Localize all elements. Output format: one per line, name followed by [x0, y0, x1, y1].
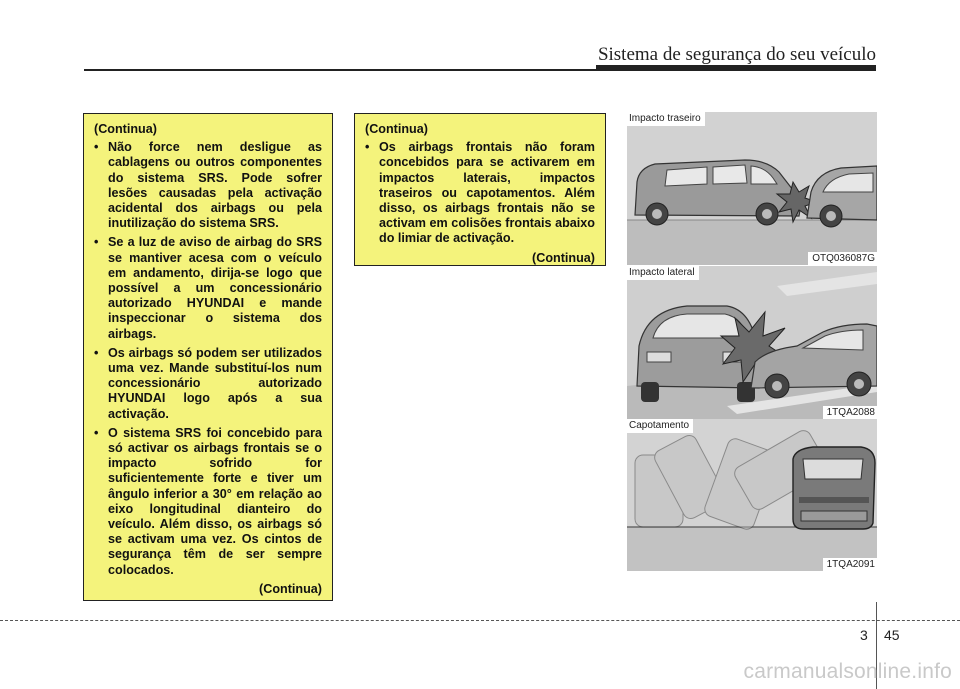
page-header-title: Sistema de segurança do seu veículo: [597, 44, 876, 65]
figure-label: Capotamento: [627, 419, 693, 433]
warning-item: • Se a luz de aviso de airbag do SRS se mantiver acesa com o veículo em andamento, dirija-se logo que possível a um concessionário autorizado HYUNDAI e mande inspeccionar o sistema dos airbags.: [94, 235, 322, 341]
figure-label: Impacto traseiro: [627, 112, 705, 126]
warning-list: [365, 140, 595, 246]
page-number: 45: [884, 627, 900, 643]
continues-label: (Continua): [94, 122, 157, 136]
header-rule-accent: [596, 65, 876, 71]
warning-box-left: [83, 113, 333, 601]
rollover-illustration: [627, 419, 877, 571]
figure-label: Impacto lateral: [627, 266, 699, 280]
continues-label: (Continua): [365, 122, 428, 136]
figure-code: 1TQA2088: [823, 406, 877, 419]
continues-end-label: (Continua): [532, 250, 595, 265]
warning-box-middle: [354, 113, 606, 266]
figure-rear-impact: [627, 112, 877, 265]
warning-item: • Não force nem desligue as cablagens ou outros componentes do sistema SRS. Pode sofrer lesões causadas pela activação acidental dos airbags ou pela inutilização do sistema SRS.: [94, 140, 322, 231]
figure-code: OTQ036087G: [808, 252, 877, 265]
footer-rule: [0, 620, 960, 621]
warning-item: • O sistema SRS foi concebido para só activar os airbags frontais se o impacto sofrido for suficientemente forte e tiver um ângulo inferior a 30° em relação ao eixo longitudinal dianteiro do veículo. Além disso, os airbags só se activam uma vez. Os cintos de segurança têm de ser sempre colocados.: [94, 426, 322, 578]
figure-rollover: [627, 419, 877, 571]
rear-impact-illustration: [627, 112, 877, 265]
side-impact-illustration: [627, 266, 877, 419]
continues-end-label: (Continua): [259, 581, 322, 596]
warning-list: [94, 140, 322, 578]
warning-item: • Os airbags só podem ser utilizados uma vez. Mande substituí-los num concessionário autorizado HYUNDAI logo após a sua activação.: [94, 346, 322, 422]
figure-code: 1TQA2091: [823, 558, 877, 571]
watermark-text: carmanualsonline.info: [743, 660, 952, 683]
chapter-number: 3: [860, 627, 868, 643]
figure-side-impact: [627, 266, 877, 419]
warning-item: • Os airbags frontais não foram concebidos para se activarem em impactos laterais, impactos traseiros ou capotamentos. Além disso, os airbags frontais não se activam em colisões frontais abaixo do limiar de activação.: [365, 140, 595, 246]
